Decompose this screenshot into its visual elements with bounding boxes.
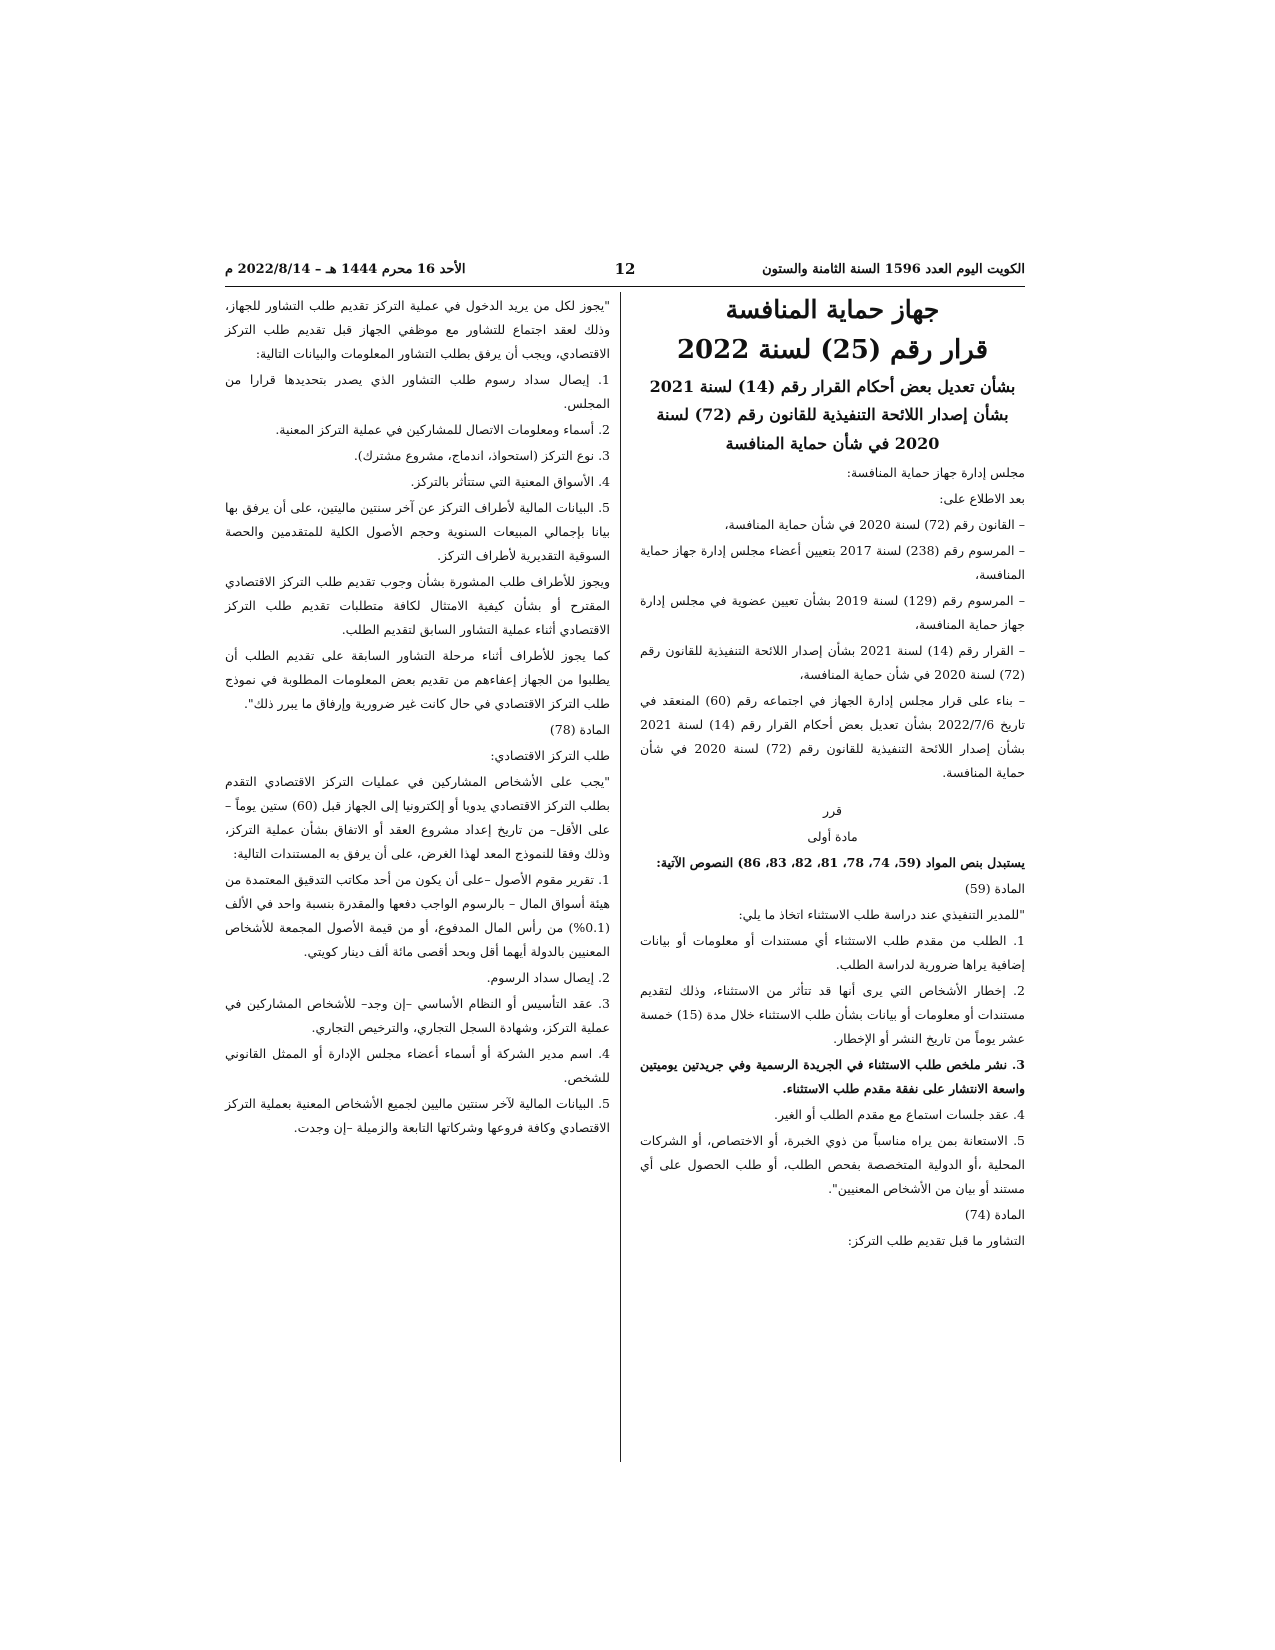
article-78-item: 4. اسم مدير الشركة أو أسماء أعضاء مجلس الإدارة أو الممثل القانوني للشخص.: [225, 1046, 610, 1085]
preamble-line: – القرار رقم (14) لسنة 2021 بشأن إصدار اللائحة التنفيذية للقانون رقم (72) لسنة 2020 في شأن حماية المنافسة،: [640, 642, 1026, 682]
preamble-line: – بناء على قرار مجلس إدارة الجهاز في اجتماعه رقم (60) المنعقد في تاريخ 2022/7/6 بشأن تعديل بعض أحكام القرار رقم (14) لسنة 2021 بشأن إصدار اللائحة التنفيذية للقانون رقم (72) لسنة 2020 في شأن حماية المنافسة.: [640, 692, 1025, 780]
consultation-item: 4. الأسواق المعنية التي ستتأثر بالتركز.: [410, 474, 610, 489]
article-78-item: 3. عقد التأسيس أو النظام الأساسي –إن وجد– للأشخاص المشاركين في عملية التركز، وشهادة السجل التجاري، والترخيص التجاري.: [225, 996, 610, 1035]
article-59-item: 1. الطلب من مقدم طلب الاستثناء أي مستندات أو معلومات أو بيانات إضافية يراها ضرورية لدراسة الطلب.: [640, 932, 1025, 972]
preamble-line: – القانون رقم (72) لسنة 2020 في شأن حماية المنافسة،: [724, 516, 1025, 532]
page-number: 12: [614, 260, 636, 278]
left-column: [225, 294, 610, 1142]
preamble-line: – المرسوم رقم (238) لسنة 2017 بتعيين أعضاء مجلس إدارة جهاز حماية المنافسة،: [640, 542, 1026, 582]
article-78-intro: "يجب على الأشخاص المشاركين في عمليات التركز الاقتصادي التقدم بطلب التركز الاقتصادي يدويا أو إلكترونيا إلى الجهاز قبل (60) ستين يوماً –على الأقل– من تاريخ إعداد مشروع العقد أو الاتفاق بشأن عملية التركز، وذلك وفقا للنموذج المعد لهذا الغرض، على أن يرفق به المستندات التالية:: [225, 774, 610, 861]
decision-title: قرار رقم (25) لسنة 2022: [676, 335, 989, 366]
consultation-item: 5. البيانات المالية لأطراف التركز عن آخر سنتين ماليتين، على أن يرفق بها بيانا بإجمالي المبيعات السنوية وحجم الأصول الكلية للمتقدمين والحصة السوقية التقديرية لأطراف التركز.: [225, 500, 610, 563]
article-78-item: 1. تقرير مقوم الأصول –على أن يكون من أحد مكاتب التدقيق المعتمدة من هيئة أسواق المال – بالرسوم الواجب دفعها والمقدرة بنسبة واحد في الألف (0.1%) من رأس المال المدفوع، أو من قيمة الأصول المجمعة للأشخاص المعنيين بالدولة أيهما أقل وبحد أقصى مائة ألف دينار كويتي.: [225, 872, 610, 959]
preamble-line: مجلس إدارة جهاز حماية المنافسة:: [846, 464, 1025, 480]
article-59-item: 4. عقد جلسات استماع مع مقدم الطلب أو الغير.: [774, 1106, 1025, 1122]
authority-title: جهاز حماية المنافسة: [725, 295, 940, 324]
article-74-heading: المادة (74): [964, 1206, 1025, 1222]
issue-date: الأحد 16 محرم 1444 هـ – 2022/8/14 م: [225, 262, 466, 277]
consultation-item: 1. إيصال سداد رسوم طلب التشاور الذي يصدر بتحديدها قرارا من المجلس.: [225, 372, 610, 411]
preamble-line: – المرسوم رقم (129) لسنة 2019 بشأن تعيين عضوية في مجلس إدارة جهاز حماية المنافسة،: [640, 592, 1025, 632]
column-divider: [620, 292, 621, 1462]
consultation-item: 2. أسماء ومعلومات الاتصال للمشاركين في عملية التركز المعنية.: [275, 422, 610, 437]
article-59-intro: "للمدير التنفيذي عند دراسة طلب الاستثناء اتخاذ ما يلي:: [738, 906, 1025, 922]
consultation-intro: "يجوز لكل من يريد الدخول في عملية التركز تقديم طلب التشاور للجهاز، وذلك لعقد اجتماع للتشاور مع موظفي الجهاز قبل تقديم طلب التركز الاقتصادي، ويجب أن يرفق بطلب التشاور المعلومات والبيانات التالية:: [225, 298, 610, 361]
decided-heading: قرر: [823, 802, 842, 818]
page-header: [225, 258, 1025, 287]
article-59-heading: المادة (59): [964, 880, 1025, 896]
article-59-item: 2. إخطار الأشخاص التي يرى أنها قد تتأثر من الاستثناء، وذلك لتقديم مستندات أو معلومات أو بيانات بشأن طلب الاستثناء خلال مدة (15) خمسة عشر يوماً من تاريخ النشر أو الإخطار.: [640, 982, 1025, 1046]
replace-statement: يستبدل بنص المواد (59، 74، 78، 81، 82، 83، 86) النصوص الآتية:: [656, 854, 1025, 870]
consultation-paragraph: ويجوز للأطراف طلب المشورة بشأن وجوب تقديم طلب التركز الاقتصادي المقترح أو بشأن كيفية الامتثال لكافة متطلبات تقديم طلب التركز الاقتصادي أثناء عملية التشاور السابق لتقديم الطلب.: [225, 574, 610, 637]
article-59-item: 3. نشر ملخص طلب الاستثناء في الجريدة الرسمية وفي جريدتين يوميتين واسعة الانتشار على نفقة مقدم طلب الاستثناء.: [640, 1056, 1025, 1096]
article-59-item: 5. الاستعانة بمن يراه مناسباً من ذوي الخبرة، أو الاختصاص، أو الشركات المحلية ،أو الدولية المتخصصة بفحص الطلب، أو طلب الحصول على أي مستند أو بيان من الأشخاص المعنيين".: [640, 1132, 1025, 1196]
article-78-heading: المادة (78): [549, 722, 610, 737]
preamble-line: بعد الاطلاع على:: [939, 490, 1025, 506]
article-78-title: طلب التركز الاقتصادي:: [490, 748, 610, 763]
right-column: [640, 292, 1025, 1255]
gazette-issue-info: الكويت اليوم العدد 1596 السنة الثامنة والستون: [762, 262, 1025, 277]
article-one-heading: مادة أولى: [807, 828, 858, 844]
consultation-paragraph: كما يجوز للأطراف أثناء مرحلة التشاور السابقة على تقديم الطلب أن يطلبوا من الجهاز إعفاءهم من تقديم بعض المعلومات المطلوبة في نموذج طلب التركز الاقتصادي في حال كانت غير ضرورية وإرفاق ما يبرر ذلك".: [225, 648, 610, 711]
article-74-title: التشاور ما قبل تقديم طلب التركز:: [847, 1232, 1025, 1248]
decision-subject: بشأن تعديل بعض أحكام القرار رقم (14) لسنة 2021 بشأن إصدار اللائحة التنفيذية للقانون رقم (72) لسنة 2020 في شأن حماية المنافسة: [649, 376, 1016, 454]
article-78-item: 5. البيانات المالية لآخر سنتين ماليين لجميع الأشخاص المعنية بعملية التركز الاقتصادي وكافة فروعها وشركاتها التابعة والزميلة –إن وجدت.: [225, 1096, 610, 1135]
consultation-item: 3. نوع التركز (استحواذ، اندماج، مشروع مشترك).: [353, 448, 610, 463]
article-78-item: 2. إيصال سداد الرسوم.: [486, 970, 610, 985]
